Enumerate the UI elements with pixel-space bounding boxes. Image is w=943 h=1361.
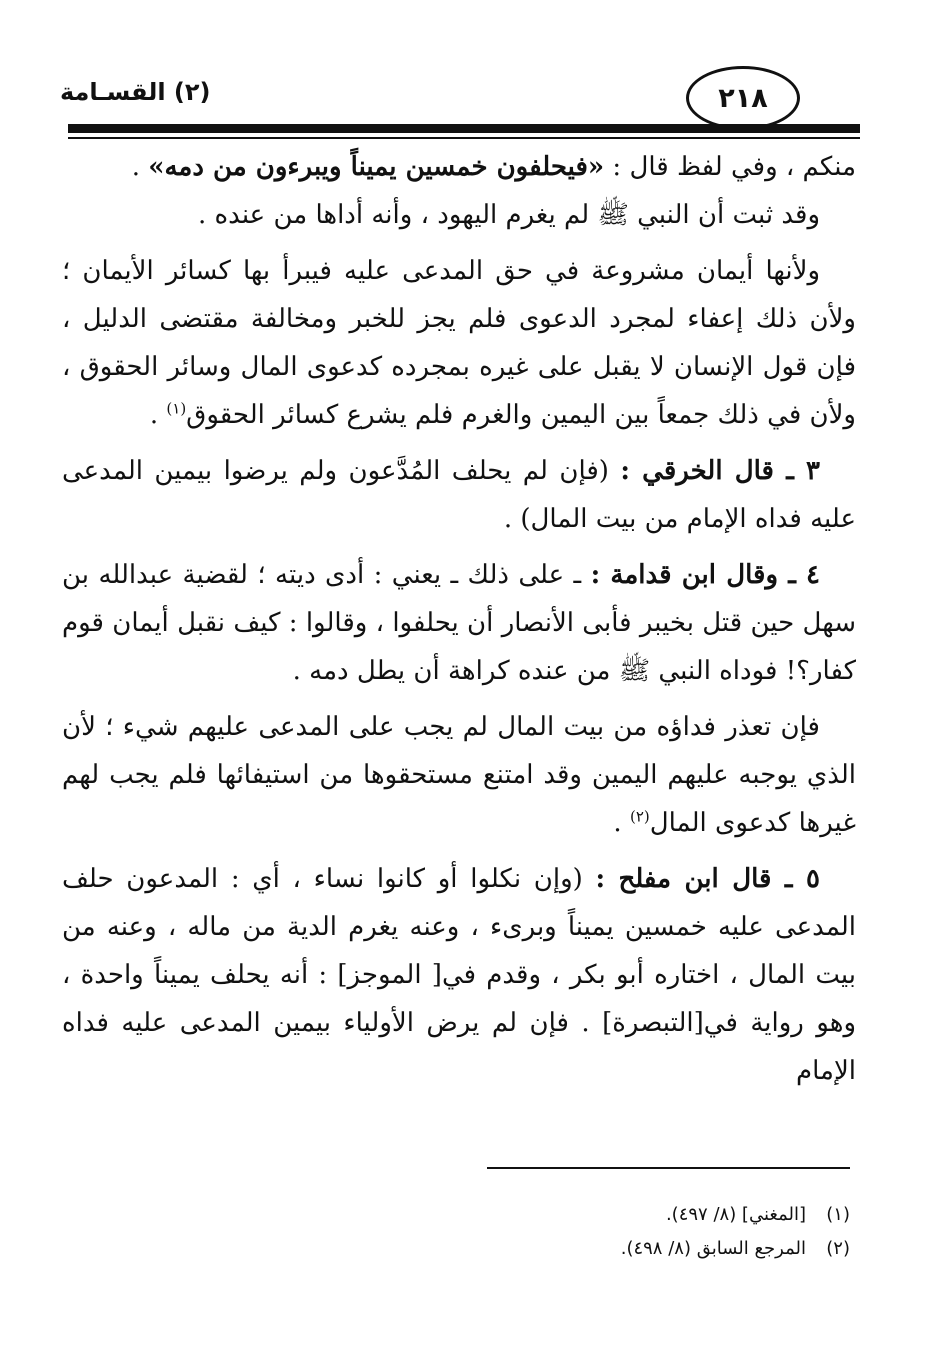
footnote-ref-1: (١) [166, 399, 187, 418]
speaker-label: قال ابن مفلح : [595, 864, 772, 894]
footnotes [380, 1198, 850, 1266]
paragraph-sabt: وقد ثبت أن النبي ﷺ لم يغرم اليهود ، وأنه أداها من عنده . [198, 200, 820, 230]
footnote-item: (٢)المرجع السابق (٨/ ٤٩٨). [620, 1238, 850, 1259]
continuation-line: منكم ، وفي لفظ قال : «فيحلفون خمسين يميناً ويبرءون من دمه» . [131, 152, 856, 182]
page-number-badge [686, 66, 800, 130]
hadith-quote: «فيحلفون خمسين يميناً ويبرءون من دمه» [148, 152, 605, 182]
header-rule-thin [68, 137, 860, 139]
footnote-separator [487, 1167, 850, 1169]
paragraph-kharqi: ٣ ـ قال الخرقي : (فإن لم يحلف المُدَّعون ولم يرضوا بيمين المدعى عليه فداه الإمام من بيت المال) . [62, 456, 856, 534]
header-rule-thick [68, 124, 860, 133]
paragraph-fidaa: فإن تعذر فداؤه من بيت المال لم يجب على المدعى عليهم شيء ؛ لأن الذي يوجبه عليهم اليمين وقد امتنع مستحقوها من استيفائها فلم يجب لهم غيرها كدعوى المال$^{(٢)}$ . [62, 712, 856, 838]
running-header-title: (٢) القسـامة [60, 78, 211, 106]
paragraph-reasoning: ولأنها أيمان مشروعة في حق المدعى عليه فيبرأ بها كسائر الأيمان ؛ ولأن ذلك إعفاء لمجرد الدعوى فلم يجز للخبر ومخالفة مقتضى الدليل ، فإن قول الإنسان لا يقبل على غيره بمجرده كدعوى المال وسائر الحقوق ، ولأن في ذلك جمعاً بين اليمين والغرم فلم يشرع كسائر الحقوق$^{(١)}$ . [62, 256, 856, 430]
footnote-item: (١)[المغني] (٨/ ٤٩٧). [665, 1204, 850, 1225]
paragraph-ibn-qudama: ٤ ـ وقال ابن قدامة : ـ على ذلك ـ يعني : أدى ديته ؛ لقضية عبدالله بن سهل حين قتل بخيبر فأبى الأنصار أن يحلفوا ، وقالوا : كيف نقبل أيمان قوم كفار؟! فوداه النبي ﷺ من عنده كراهة أن يطل دمه . [62, 560, 856, 686]
footnote-ref-2: (٢) [629, 807, 650, 826]
paragraph-ibn-muflih: ٥ ـ قال ابن مفلح : (وإن نكلوا أو كانوا نساء ، أي : المدعون حلف المدعى عليه خمسين يميناً وبرىء ، وعنه يغرم الدية من ماله ، وعنه من بيت المال ، اختاره أبو بكر ، وقدم في[ الموجز] : أنه يحلف يميناً واحدة ، وهو رواية في[التبصرة] . فإن لم يرض الأولياء بيمين المدعى عليه فداه الإمام [62, 864, 856, 1086]
speaker-label: قال الخرقي : [620, 456, 774, 486]
speaker-label: وقال ابن قدامة : [590, 560, 779, 590]
main-text [62, 143, 856, 1095]
page-number: ٢١٨ [718, 82, 768, 114]
